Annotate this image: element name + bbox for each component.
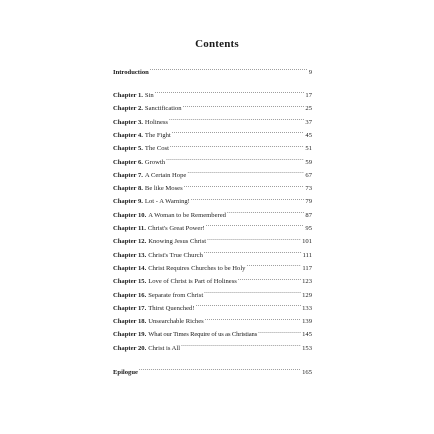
chapter-label: Chapter 13. [113,251,147,259]
chapter-label: Chapter 20. [113,344,147,352]
toc-entry-chapter-20 [113,340,312,350]
chapter-label: Chapter 15. [113,278,147,286]
chapter-title: A Certain Hope [144,171,187,179]
dot-leader [191,193,305,203]
toc-entry-chapter-15 [113,273,312,286]
chapter-title: Separate from Christ [148,291,204,299]
toc-entry-introduction [113,64,312,74]
chapter-label: Chapter 19. [113,331,147,339]
dot-leader [169,114,304,124]
chapter-title: Christ's True Church [148,251,203,259]
chapter-label: Chapter 4. [113,131,143,139]
chapter-label: Chapter 5. [113,145,143,153]
entry-page-number: 17 [305,92,312,99]
chapter-title: Knowing Jesus Christ [148,238,207,246]
dot-leader [238,273,301,283]
chapter-title: Growth [144,158,166,166]
dot-leader [150,64,308,74]
dot-leader [196,300,302,310]
entry-page-number: 111 [302,251,312,259]
dot-leader [155,87,305,97]
chapter-label: Chapter 6. [113,158,143,166]
dot-leader [246,260,301,270]
entry-page-number: 79 [305,198,312,206]
page-title: Contents [195,38,239,50]
toc-entry-chapter-3 [113,114,312,124]
dot-leader [258,326,301,336]
toc-entry-chapter-8 [113,180,312,193]
entry-page-number: 87 [305,211,312,219]
entry-page-number: 51 [305,145,312,153]
toc-entry-chapter-10 [113,207,312,217]
toc-entry-chapter-18 [113,313,312,326]
dot-leader [183,100,305,110]
chapter-label: Chapter 10. [113,211,147,219]
toc-entry-chapter-12 [113,233,312,246]
dot-leader [181,340,301,350]
chapter-label: Chapter 8. [113,185,143,193]
chapter-label: Chapter 12. [113,238,147,246]
dot-leader [207,233,301,243]
chapter-label: Chapter 1. [113,92,143,99]
dot-leader [187,167,304,177]
chapter-title: Love of Christ is Part of Holiness [148,278,237,286]
toc-entry-epilogue [113,364,312,374]
dot-leader [166,154,304,164]
entry-label: Epilogue [113,369,138,376]
entry-page-number: 165 [302,369,312,376]
entry-page-number: 123 [302,278,312,286]
chapter-title: The Fight [144,131,171,139]
chapter-title: Be like Moses [144,185,183,193]
chapter-title: Christ Requires Churches to be Holy [148,264,246,272]
chapter-title: Christ is All [148,344,181,352]
entry-page-number: 45 [305,131,312,139]
toc-entry-chapter-14 [113,260,312,270]
dot-leader [184,180,305,190]
chapter-label: Chapter 11. [113,225,146,232]
chapter-label: Chapter 2. [113,105,143,113]
toc-entry-chapter-6 [113,154,312,164]
dot-leader [205,313,301,323]
chapter-title: A Woman to be Remembered [148,211,226,219]
toc-entry-chapter-2 [113,100,312,113]
chapter-title: Sin [144,92,154,99]
dot-leader [172,127,305,137]
chapter-title: Christ's Great Power! [147,225,205,232]
entry-page-number: 73 [305,185,312,193]
toc-entry-chapter-1 [113,87,312,97]
chapter-label: Chapter 9. [113,198,143,206]
toc-entry-chapter-7 [113,167,312,177]
chapter-label: Chapter 18. [113,318,147,326]
toc-entry-chapter-13 [113,247,312,257]
entry-page-number: 129 [302,291,312,299]
entry-page-number: 25 [305,105,312,113]
chapter-title: Holiness [144,118,168,126]
entry-page-number: 67 [305,171,312,179]
chapter-label: Chapter 14. [113,264,147,272]
entry-page-number: 133 [302,304,312,312]
chapter-title: Thirst Quenched! [148,304,195,312]
chapter-title: The Cost [144,145,169,153]
entry-label: Introduction [113,69,149,76]
entry-page-number: 153 [302,344,312,352]
chapter-title: What our Times Require of us as Christians [148,331,258,339]
chapter-title: Sanctification [144,105,182,113]
chapter-title: Lot - A Warning! [144,198,190,206]
toc-entry-chapter-11 [113,220,312,230]
entry-page-number: 37 [305,118,312,126]
dot-leader [204,287,301,297]
dot-leader [206,220,305,230]
chapter-label: Chapter 3. [113,118,143,126]
entry-page-number: 101 [302,238,312,246]
toc-entry-chapter-4 [113,127,312,137]
entry-page-number: 117 [302,264,312,272]
chapter-label: Chapter 17. [113,304,147,312]
entry-page-number: 59 [305,158,312,166]
entry-page-number: 139 [302,318,312,326]
toc-entry-chapter-5 [113,140,312,153]
entry-page-number: 9 [308,69,312,76]
dot-leader [170,140,304,150]
dot-leader [204,247,302,257]
toc-entry-chapter-19 [113,326,312,339]
chapter-title: Unsearchable Riches [148,318,204,326]
dot-leader [139,364,301,374]
toc-entry-chapter-16 [113,287,312,297]
toc-entry-chapter-9 [113,193,312,206]
toc-entry-chapter-17 [113,300,312,310]
chapter-label: Chapter 7. [113,171,143,179]
dot-leader [227,207,304,217]
entry-page-number: 95 [305,225,312,232]
entry-page-number: 145 [302,331,312,339]
chapter-label: Chapter 16. [113,291,147,299]
